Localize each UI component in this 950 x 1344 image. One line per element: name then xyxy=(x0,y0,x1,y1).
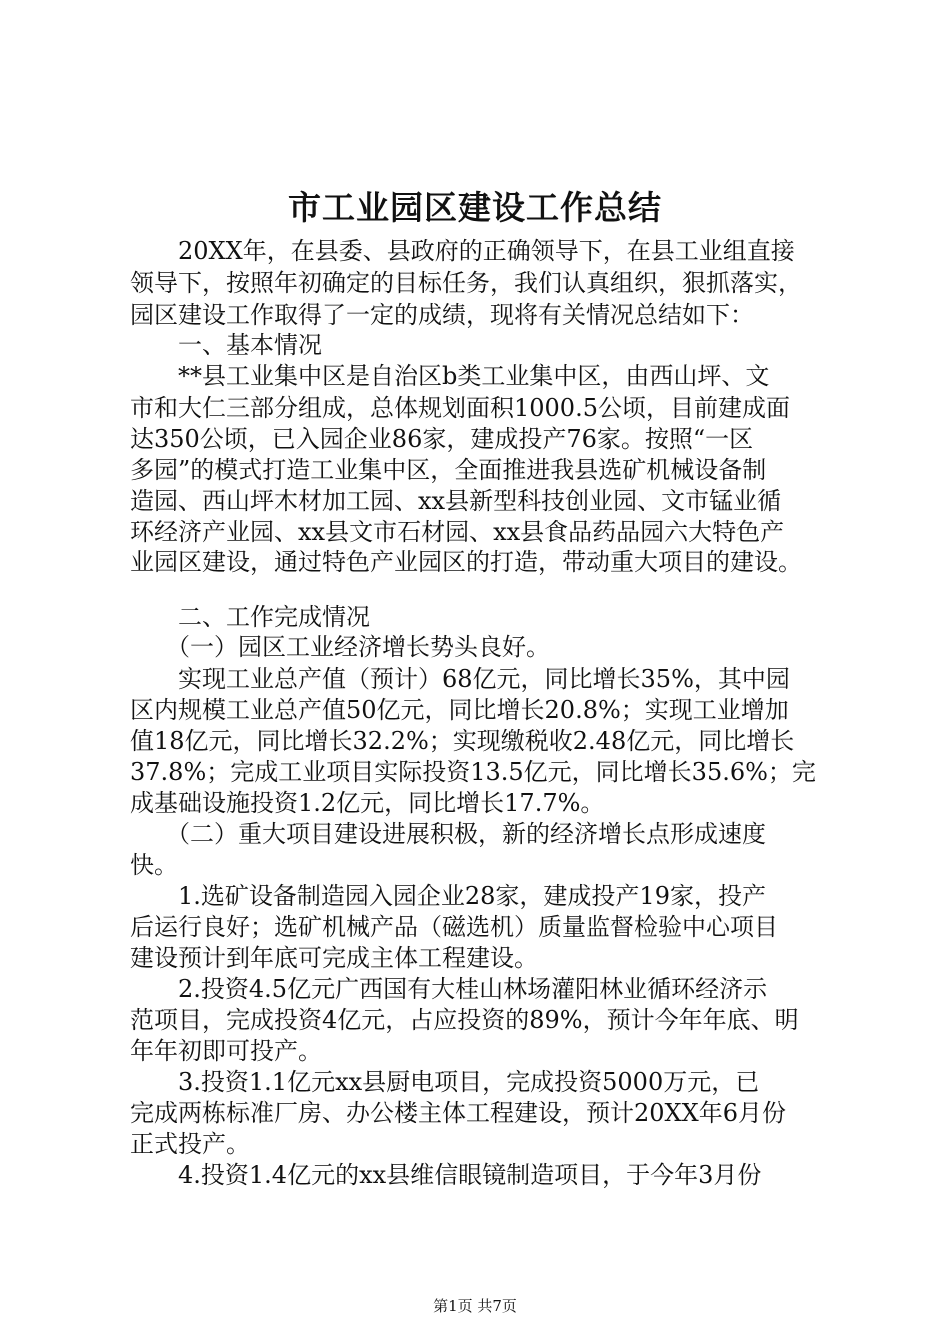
body-line: 业园区建设，通过特色产业园区的打造，带动重大项目的建设。 xyxy=(130,548,802,576)
body-line: 正式投产。 xyxy=(130,1130,250,1158)
body-line: **县工业集中区是自治区b类工业集中区，由西山坪、文 xyxy=(130,362,770,390)
body-line: 领导下，按照年初确定的目标任务，我们认真组织，狠抓落实， xyxy=(130,269,802,297)
body-line: 1.选矿设备制造园入园企业28家，建成投产19家，投产 xyxy=(130,882,766,910)
body-line: 完成两栋标准厂房、办公楼主体工程建设，预计20XX年6月份 xyxy=(130,1099,786,1127)
body-line: 值18亿元，同比增长32.2%；实现缴税收2.48亿元，同比增长 xyxy=(130,727,795,755)
page-number: 第1页 共7页 xyxy=(433,1297,517,1315)
body-line: 建设预计到年底可完成主体工程建设。 xyxy=(130,944,538,972)
body-line: 造园、西山坪木材加工园、xx县新型科技创业园、文市锰业循 xyxy=(130,487,782,515)
body-line: 快。 xyxy=(130,851,178,879)
subsection-heading: （二）重大项目建设进展积极，新的经济增长点形成速度 xyxy=(130,820,766,848)
section-heading: 一、基本情况 xyxy=(130,331,322,359)
body-line: 达350公顷，已入园企业86家，建成投产76家。按照“一区 xyxy=(130,425,754,453)
body-line: 范项目，完成投资4亿元，占应投资的89%，预计今年年底、明 xyxy=(130,1006,799,1034)
body-line: 园区建设工作取得了一定的成绩，现将有关情况总结如下： xyxy=(130,301,754,329)
body-line: 实现工业总产值（预计）68亿元，同比增长35%，其中园 xyxy=(130,665,790,693)
body-line: 年年初即可投产。 xyxy=(130,1037,322,1065)
body-line: 20XX年，在县委、县政府的正确领导下，在县工业组直接 xyxy=(130,237,795,265)
body-line: 多园”的模式打造工业集中区，全面推进我县选矿机械设备制 xyxy=(130,456,767,484)
section-heading: 二、工作完成情况 xyxy=(130,603,370,631)
body-line: 成基础设施投资1.2亿元，同比增长17.7%。 xyxy=(130,789,605,817)
body-line: 环经济产业园、xx县文市石材园、xx县食品药品园六大特色产 xyxy=(130,518,785,546)
body-line: 2.投资4.5亿元广西国有大桂山林场灌阳林业循环经济示 xyxy=(130,975,768,1003)
document-title: 市工业园区建设工作总结 xyxy=(288,188,662,227)
body-line: 后运行良好；选矿机械产品（磁选机）质量监督检验中心项目 xyxy=(130,913,778,941)
body-line: 4.投资1.4亿元的xx县维信眼镜制造项目，于今年3月份 xyxy=(130,1161,762,1189)
body-line: 37.8%；完成工业项目实际投资13.5亿元，同比增长35.6%；完 xyxy=(130,758,816,786)
body-line: 市和大仁三部分组成，总体规划面积1000.5公顷，目前建成面 xyxy=(130,394,790,422)
body-line: 3.投资1.1亿元xx县厨电项目，完成投资5000万元，已 xyxy=(130,1068,760,1096)
subsection-heading: （一）园区工业经济增长势头良好。 xyxy=(130,633,550,661)
body-line: 区内规模工业总产值50亿元，同比增长20.8%；实现工业增加 xyxy=(130,696,789,724)
